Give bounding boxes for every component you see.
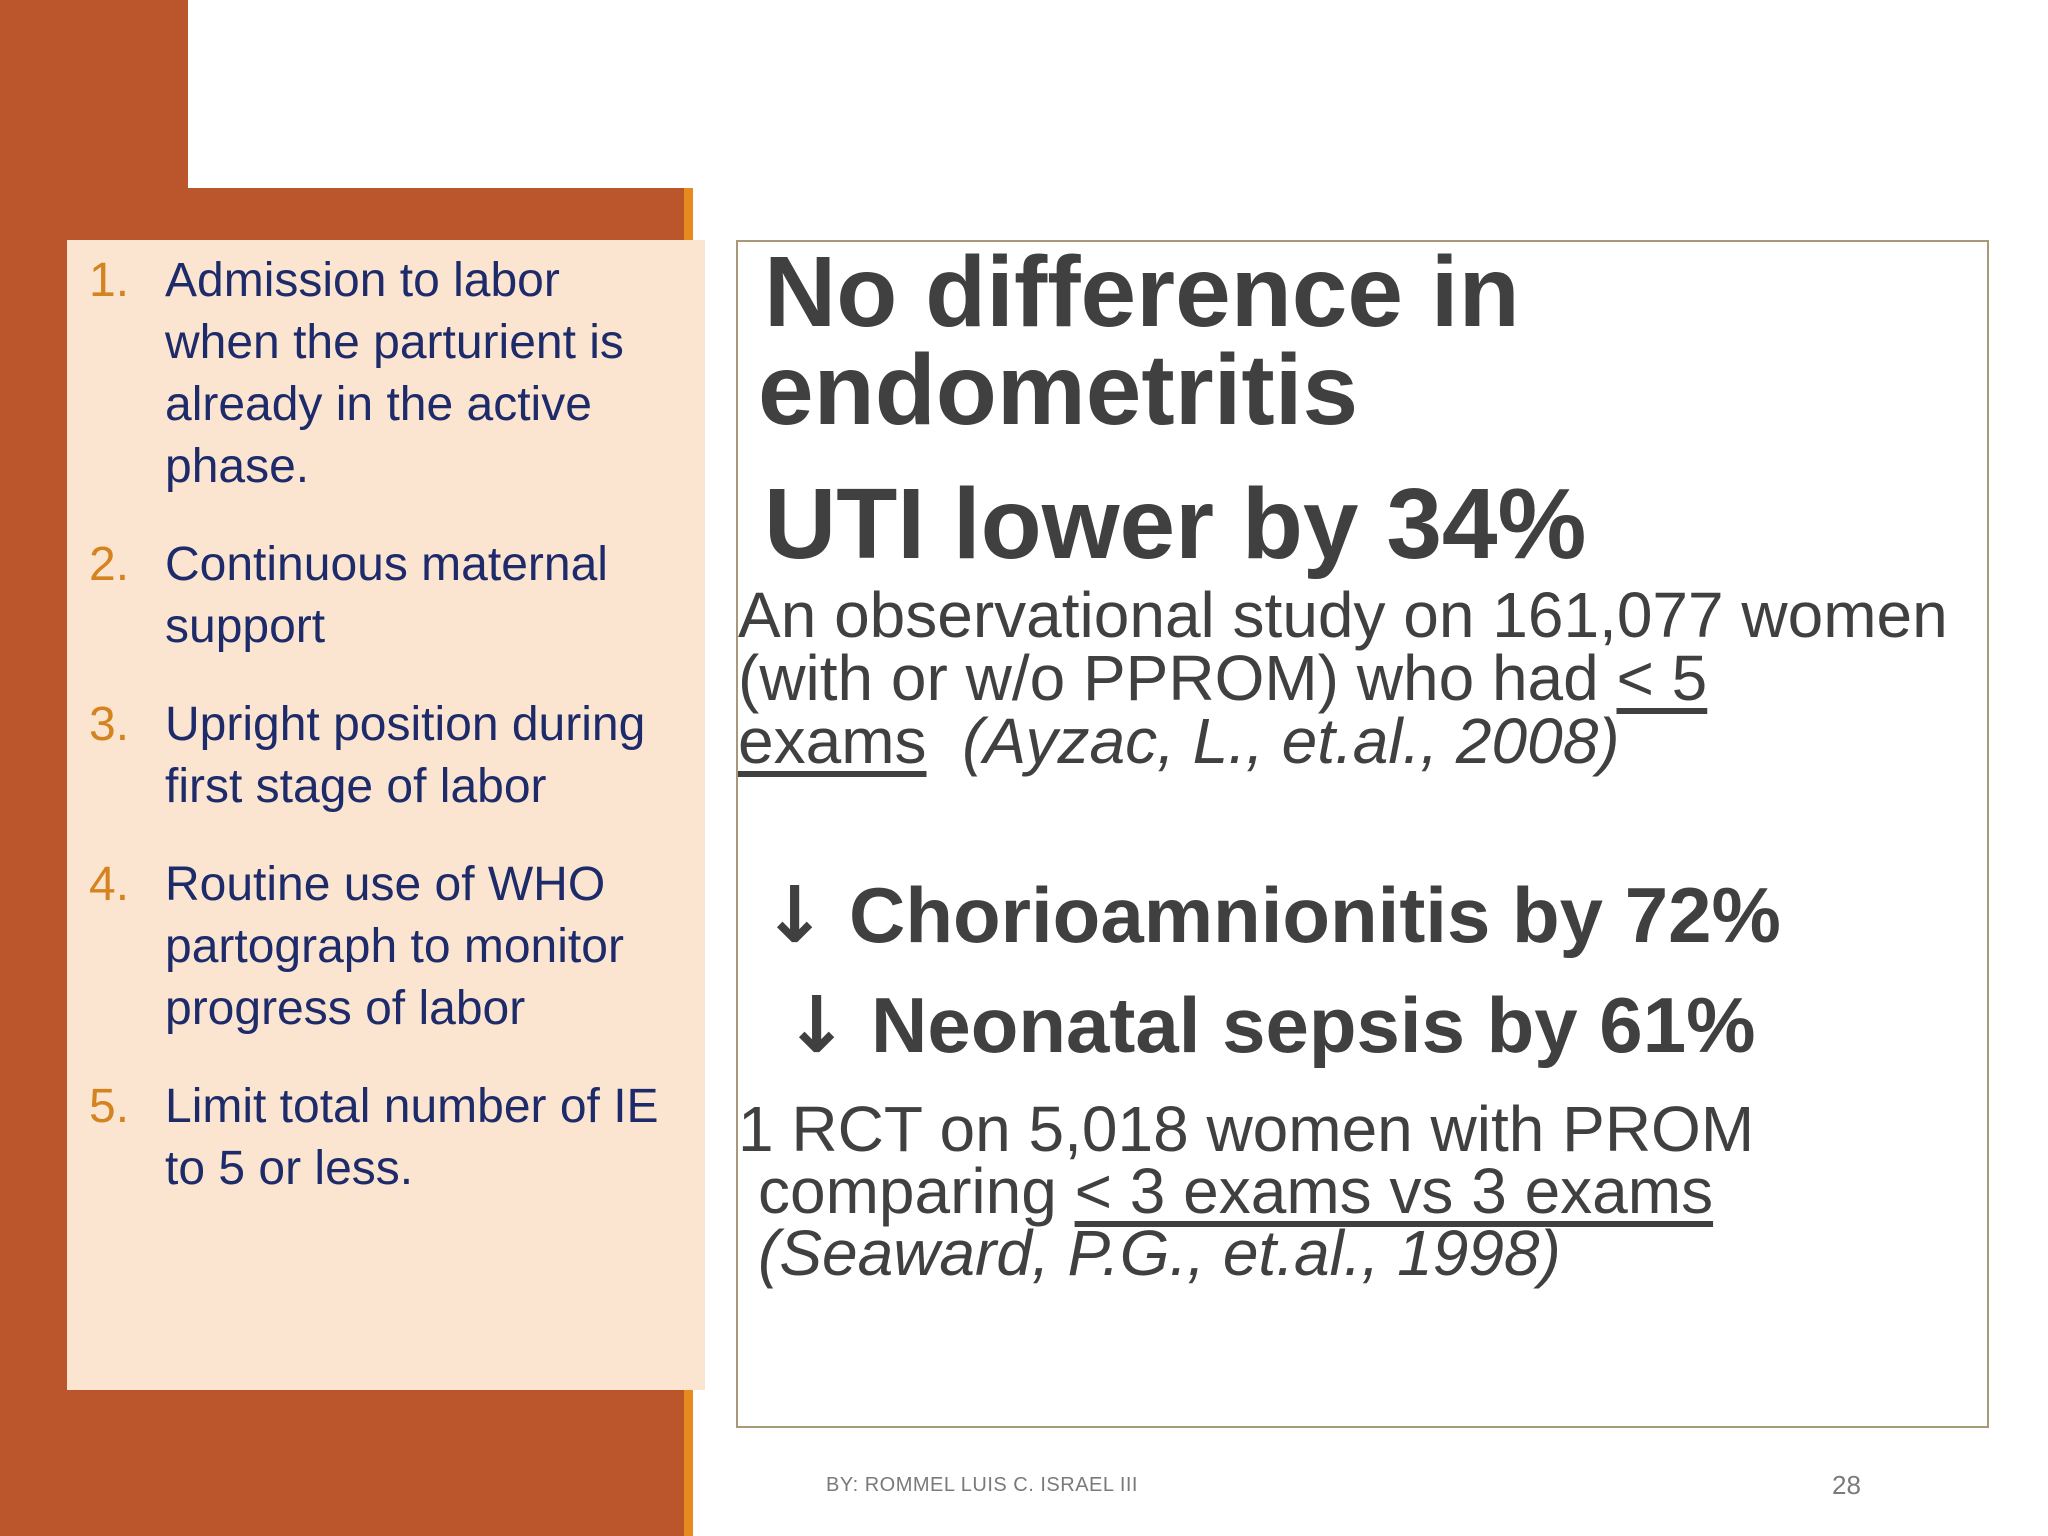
headline-endometritis: endometritis — [758, 334, 1359, 446]
list-number: 3. — [89, 698, 130, 751]
list-number: 5. — [89, 1080, 130, 1133]
interventions-panel — [67, 240, 705, 1390]
finding-text: Neonatal sepsis by 61% — [871, 981, 1756, 1069]
rct-prefix: comparing — [758, 1155, 1075, 1227]
rct-line — [738, 1155, 1754, 1227]
list-item — [89, 250, 665, 498]
list-text: Continuous maternal support — [165, 538, 608, 653]
obs-citation: (Ayzac, L., et.al., 2008) — [962, 705, 1620, 777]
rct-citation: (Seaward, P.G., et.al., 1998) — [758, 1217, 1561, 1289]
list-item — [89, 534, 665, 658]
rct-line: 1 RCT on 5,018 women with PROM — [738, 1093, 1755, 1165]
decorative-bar-top — [0, 0, 188, 190]
rct-underlined: < 3 exams vs 3 exams — [1074, 1155, 1714, 1227]
list-text: Admission to labor when the parturient is already in the active phase. — [165, 254, 624, 493]
list-text: Routine use of WHO partograph to monitor progress of labor — [165, 858, 624, 1035]
list-number: 2. — [89, 538, 130, 591]
rct-text — [738, 1093, 1755, 1289]
obs-text: An observational study on 161,077 women (with or w/o PPROM) who had — [738, 579, 1948, 714]
page-number: 28 — [1832, 1470, 1861, 1500]
list-item — [89, 1076, 665, 1200]
list-text: Limit total number of IE to 5 or less. — [165, 1080, 659, 1195]
down-arrow-icon: ↓ — [784, 981, 850, 1071]
obs-underlined: < 5 exams — [738, 642, 1708, 777]
list-text: Upright position during first stage of labor — [165, 698, 646, 813]
interventions-list — [89, 250, 665, 1200]
headline-no-difference: No difference in — [764, 236, 1520, 348]
findings-panel — [736, 236, 1989, 1428]
list-number: 4. — [89, 858, 130, 911]
observational-study-text — [738, 579, 1983, 777]
finding-chorioamnionitis — [762, 870, 1781, 961]
finding-text: Chorioamnionitis by 72% — [849, 871, 1781, 959]
footer-author: BY: ROMMEL LUIS C. ISRAEL III — [826, 1474, 1138, 1496]
list-item — [89, 694, 665, 818]
headline-uti: UTI lower by 34% — [764, 468, 1587, 580]
list-item — [89, 854, 665, 1040]
list-number: 1. — [89, 254, 130, 307]
finding-neonatal-sepsis — [784, 980, 1755, 1071]
down-arrow-icon: ↓ — [762, 871, 828, 961]
